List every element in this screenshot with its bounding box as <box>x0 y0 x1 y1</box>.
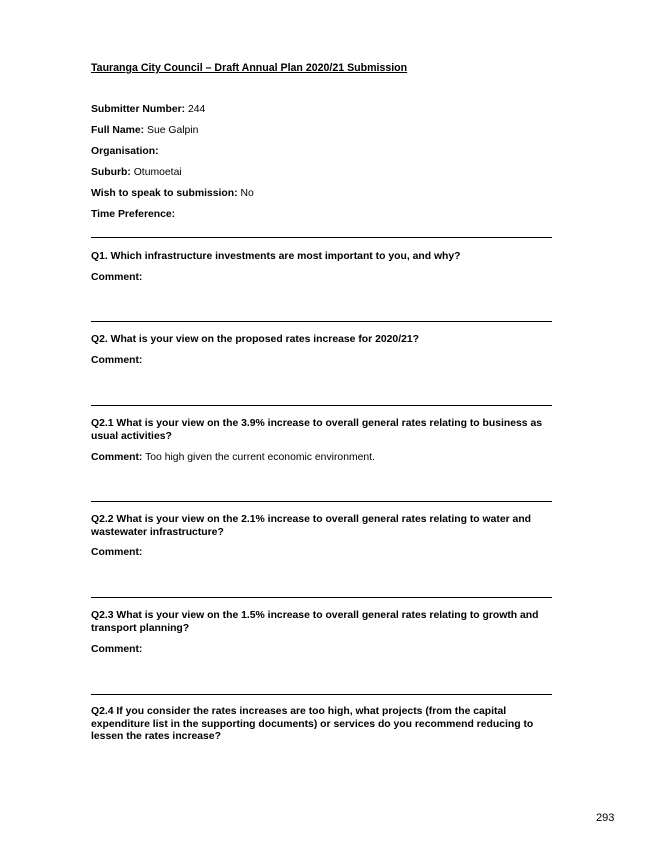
comment-label: Comment: <box>91 452 143 463</box>
speak-to-submission-field <box>91 188 254 199</box>
full-name-field <box>91 125 198 136</box>
suburb-label: Suburb: <box>91 167 131 178</box>
comment-q2-1 <box>91 452 375 463</box>
time-preference-label: Time Preference: <box>91 209 176 220</box>
comment-text: Too high given the current economic environment. <box>145 452 375 463</box>
section-divider <box>91 694 552 695</box>
comment-q2 <box>91 355 142 366</box>
question-q2-4: Q2.4 If you consider the rates increases are too high, what projects (from the capital expenditure list in the supporting documents) or services do you recommend reducing to lessen the rates increase? <box>91 706 534 743</box>
comment-label: Comment: <box>91 355 143 366</box>
question-q2: Q2. What is your view on the proposed rates increase for 2020/21? <box>91 334 419 345</box>
organisation-field <box>91 146 159 157</box>
suburb-field <box>91 167 182 178</box>
suburb-value: Otumoetai <box>133 167 182 178</box>
question-q1: Q1. Which infrastructure investments are most important to you, and why? <box>91 251 461 262</box>
submitter-number-field <box>91 104 205 115</box>
question-q2-3: Q2.3 What is your view on the 1.5% increase to overall general rates relating to growth and transport planning? <box>91 610 539 634</box>
section-divider <box>91 237 552 238</box>
comment-q1 <box>91 272 142 283</box>
full-name-value: Sue Galpin <box>147 125 199 136</box>
question-q2-1: Q2.1 What is your view on the 3.9% increase to overall general rates relating to business as usual activities? <box>91 418 542 442</box>
submitter-number-value: 244 <box>188 104 206 115</box>
comment-label: Comment: <box>91 547 143 558</box>
section-divider <box>91 405 552 406</box>
section-divider <box>91 597 552 598</box>
question-q2-2: Q2.2 What is your view on the 2.1% increase to overall general rates relating to water and wastewater infrastructure? <box>91 514 532 538</box>
section-divider <box>91 501 552 502</box>
comment-q2-3 <box>91 644 142 655</box>
organisation-label: Organisation: <box>91 146 159 157</box>
section-divider <box>91 321 552 322</box>
time-preference-field <box>91 209 175 220</box>
submitter-number-label: Submitter Number: <box>91 104 186 115</box>
comment-label: Comment: <box>91 272 143 283</box>
full-name-label: Full Name: <box>91 125 145 136</box>
comment-label: Comment: <box>91 644 143 655</box>
page-title: Tauranga City Council – Draft Annual Plan 2020/21 Submission <box>91 62 408 74</box>
page-number: 293 <box>596 812 615 824</box>
speak-to-submission-value: No <box>240 188 254 199</box>
comment-q2-2 <box>91 547 142 558</box>
speak-to-submission-label: Wish to speak to submission: <box>91 188 238 199</box>
